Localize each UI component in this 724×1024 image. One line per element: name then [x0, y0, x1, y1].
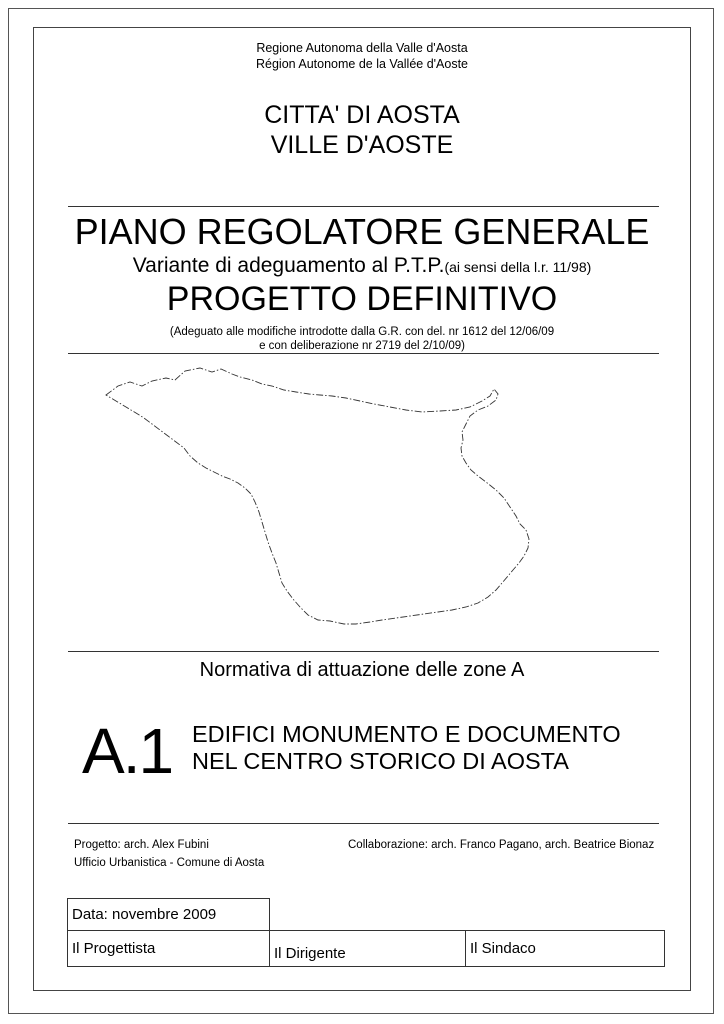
divider-map-bottom	[68, 651, 659, 652]
divider-credits	[68, 823, 659, 824]
date-value: novembre 2009	[112, 906, 217, 923]
amendment-line-2: e con deliberazione nr 2719 del 2/10/09)	[259, 340, 465, 352]
city-name-italian: CITTA' DI AOSTA	[264, 101, 460, 129]
document-code: A.1	[82, 715, 173, 787]
municipal-boundary-outline	[106, 368, 529, 624]
document-subject-line-2: NEL CENTRO STORICO DI AOSTA	[192, 748, 569, 774]
project-office: Ufficio Urbanistica - Comune di Aosta	[74, 857, 265, 869]
designer-signature-cell	[68, 931, 270, 967]
plan-stage: PROGETTO DEFINITIVO	[166, 280, 558, 318]
region-name-italian: Regione Autonoma della Valle d'Aosta	[256, 41, 468, 55]
collaboration: Collaborazione: arch. Franco Pagano, arch. Beatrice Bionaz	[348, 839, 655, 851]
city-name-french: VILLE D'AOSTE	[270, 131, 454, 159]
date-row	[68, 899, 270, 931]
director-signature-cell	[270, 931, 466, 967]
signatures-row-table	[67, 930, 665, 967]
plan-variant-text: Variante di adeguamento al P.T.P.	[132, 254, 445, 277]
project-author: Progetto: arch. Alex Fubini	[74, 839, 209, 851]
director-label: Il Dirigente	[274, 945, 346, 962]
mayor-label: Il Sindaco	[470, 940, 536, 957]
plan-title: PIANO REGOLATORE GENERALE	[74, 211, 650, 252]
mayor-signature-cell	[466, 931, 665, 967]
signature-table	[67, 898, 270, 931]
designer-label: Il Progettista	[72, 940, 156, 957]
plan-variant-note: (ai sensi della l.r. 11/98)	[444, 259, 592, 275]
date-cell	[68, 899, 270, 931]
signature-row	[68, 931, 665, 967]
region-name-french: Région Autonome de la Vallée d'Aoste	[255, 57, 469, 71]
section-title: Normativa di attuazione delle zone A	[199, 659, 525, 681]
amendment-line-1: (Adeguato alle modifiche introdotte dalla G.R. con del. nr 1612 del 12/06/09	[169, 326, 555, 338]
date-label: Data:	[72, 906, 108, 923]
document-subject-line-1: EDIFICI MONUMENTO E DOCUMENTO	[192, 721, 621, 747]
